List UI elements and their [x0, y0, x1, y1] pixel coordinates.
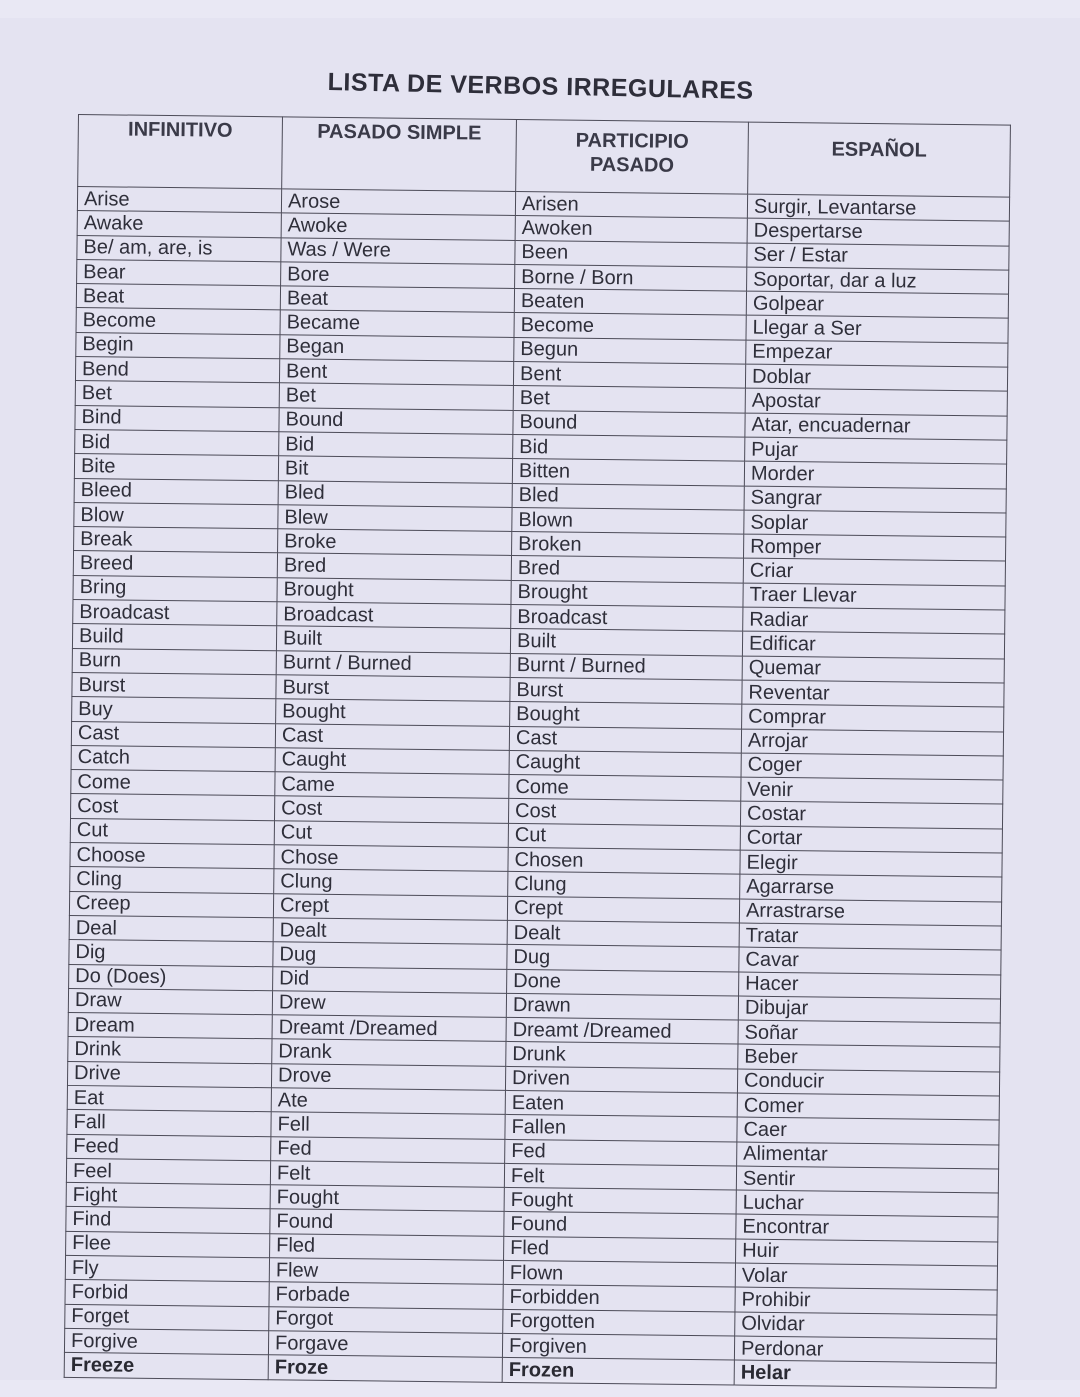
cell-infinitivo: Build: [72, 624, 276, 651]
cell-infinitivo: Creep: [69, 891, 273, 918]
cell-pasado-simple: Bent: [279, 359, 513, 386]
cell-participio: Driven: [505, 1066, 737, 1093]
cell-pasado-simple: Cost: [274, 796, 508, 823]
cell-pasado-simple: Fled: [270, 1234, 504, 1261]
cell-pasado-simple: Forgave: [268, 1331, 502, 1358]
cell-espanol: Cortar: [740, 826, 1002, 853]
cell-pasado-simple: Beat: [280, 286, 514, 313]
cell-espanol: Perdonar: [734, 1336, 996, 1363]
cell-pasado-simple: Crept: [273, 893, 507, 920]
cell-pasado-simple: Bid: [279, 432, 513, 459]
header-row: [78, 115, 1011, 198]
cell-infinitivo: Bring: [73, 575, 277, 602]
cell-pasado-simple: Bound: [279, 407, 513, 434]
cell-espanol: Romper: [743, 534, 1005, 561]
cell-infinitivo: Do (Does): [69, 964, 273, 991]
cell-espanol: Pujar: [745, 437, 1007, 464]
cell-infinitivo: Cast: [71, 721, 275, 748]
cell-participio: Drawn: [506, 993, 738, 1020]
cell-infinitivo: Buy: [72, 697, 276, 724]
cell-espanol: Comer: [737, 1093, 999, 1120]
cell-participio: Become: [514, 313, 746, 340]
cell-participio: Bred: [511, 556, 743, 583]
cell-espanol: Huir: [736, 1239, 998, 1266]
cell-infinitivo: Draw: [68, 988, 272, 1015]
cell-espanol: Apostar: [745, 388, 1007, 415]
cell-participio: Cut: [508, 823, 740, 850]
cell-pasado-simple: Clung: [274, 869, 508, 896]
cell-infinitivo: Bear: [77, 259, 281, 286]
verb-rows: [64, 187, 1009, 1388]
cell-infinitivo: Broadcast: [73, 600, 277, 627]
cell-infinitivo: Bid: [75, 429, 279, 456]
cell-participio: Dreamt /Dreamed: [506, 1018, 738, 1045]
cell-infinitivo: Awake: [77, 211, 281, 238]
cell-participio: Clung: [508, 872, 740, 899]
cell-participio: Brought: [511, 580, 743, 607]
cell-pasado-simple: Found: [270, 1209, 504, 1236]
cell-infinitivo: Eat: [67, 1085, 271, 1112]
cell-participio: Fought: [504, 1188, 736, 1215]
cell-participio: Flown: [503, 1260, 735, 1287]
cell-pasado-simple: Fed: [271, 1136, 505, 1163]
cell-pasado-simple: Ate: [271, 1088, 505, 1115]
cell-pasado-simple: Burnt / Burned: [276, 650, 510, 677]
cell-infinitivo: Flee: [66, 1231, 270, 1258]
cell-participio: Crept: [507, 896, 739, 923]
cell-espanol: Morder: [744, 461, 1006, 488]
cell-infinitivo: Feel: [66, 1158, 270, 1185]
scanned-page: [0, 18, 1080, 1385]
cell-infinitivo: Cost: [71, 794, 275, 821]
cell-infinitivo: Be/ am, are, is: [77, 235, 281, 262]
cell-participio: Bought: [510, 702, 742, 729]
cell-participio: Begun: [514, 337, 746, 364]
cell-espanol: Tratar: [739, 923, 1001, 950]
cell-espanol: Sangrar: [744, 486, 1006, 513]
cell-pasado-simple: Forbade: [269, 1282, 503, 1309]
cell-pasado-simple: Fell: [271, 1112, 505, 1139]
cell-espanol: Soplar: [744, 510, 1006, 537]
cell-pasado-simple: Drew: [272, 991, 506, 1018]
cell-espanol: Despertarse: [747, 218, 1009, 245]
cell-participio: Bet: [513, 386, 745, 413]
cell-pasado-simple: Came: [275, 772, 509, 799]
cell-pasado-simple: Drank: [272, 1039, 506, 1066]
cell-participio: Fed: [505, 1139, 737, 1166]
cell-infinitivo: Dig: [69, 940, 273, 967]
cell-espanol: Traer Llevar: [743, 583, 1005, 610]
cell-participio: Beaten: [514, 289, 746, 316]
cell-pasado-simple: Felt: [270, 1161, 504, 1188]
cell-participio: Bound: [513, 410, 745, 437]
cell-espanol: Soñar: [738, 1020, 1000, 1047]
cell-pasado-simple: Awoke: [281, 213, 515, 240]
cell-pasado-simple: Forgot: [269, 1306, 503, 1333]
cell-infinitivo: Beat: [76, 284, 280, 311]
cell-pasado-simple: Broadcast: [277, 602, 511, 629]
cell-infinitivo: Fight: [66, 1183, 270, 1210]
cell-espanol: Sentir: [736, 1166, 998, 1193]
cell-participio: Borne / Born: [515, 264, 747, 291]
cell-infinitivo: Become: [76, 308, 280, 335]
cell-participio: Built: [510, 629, 742, 656]
cell-infinitivo: Cut: [70, 818, 274, 845]
cell-infinitivo: Burst: [72, 672, 276, 699]
cell-infinitivo: Find: [66, 1207, 270, 1234]
cell-participio: Come: [509, 775, 741, 802]
cell-participio: Fallen: [505, 1115, 737, 1142]
cell-espanol: Olvidar: [735, 1312, 997, 1339]
header-espanol: ESPAÑOL: [748, 122, 1011, 197]
cell-pasado-simple: Flew: [269, 1258, 503, 1285]
cell-participio: Caught: [509, 750, 741, 777]
cell-participio: Done: [507, 969, 739, 996]
cell-participio: Chosen: [508, 847, 740, 874]
cell-participio: Been: [515, 240, 747, 267]
cell-participio: Dug: [507, 945, 739, 972]
cell-participio: Cast: [509, 726, 741, 753]
cell-pasado-simple: Chose: [274, 845, 508, 872]
cell-infinitivo: Forget: [65, 1304, 269, 1331]
cell-infinitivo: Breed: [73, 551, 277, 578]
cell-participio: Bent: [513, 362, 745, 389]
header-participio-pasado: [516, 119, 749, 194]
cell-participio: Burnt / Burned: [510, 653, 742, 680]
cell-espanol: Reventar: [742, 680, 1004, 707]
cell-espanol: Soportar, dar a luz: [747, 267, 1009, 294]
cell-infinitivo: Begin: [76, 332, 280, 359]
cell-participio: Eaten: [505, 1090, 737, 1117]
cell-espanol: Volar: [735, 1263, 997, 1290]
cell-infinitivo: Break: [74, 527, 278, 554]
cell-espanol: Llegar a Ser: [746, 316, 1008, 343]
cell-infinitivo: Bet: [75, 381, 279, 408]
cell-pasado-simple: Bled: [278, 480, 512, 507]
cell-espanol: Atar, encuadernar: [745, 413, 1007, 440]
cell-espanol: Venir: [741, 777, 1003, 804]
cell-espanol: Arrojar: [741, 729, 1003, 756]
cell-pasado-simple: Bred: [277, 553, 511, 580]
cell-espanol: Costar: [740, 801, 1002, 828]
cell-espanol: Helar: [734, 1360, 996, 1387]
cell-infinitivo: Catch: [71, 745, 275, 772]
cell-pasado-simple: Dealt: [273, 918, 507, 945]
cell-infinitivo: Blow: [74, 502, 278, 529]
cell-infinitivo: Choose: [70, 842, 274, 869]
cell-infinitivo: Freeze: [64, 1353, 268, 1380]
cell-pasado-simple: Brought: [277, 578, 511, 605]
cell-infinitivo: Bleed: [74, 478, 278, 505]
cell-pasado-simple: Burst: [276, 675, 510, 702]
cell-pasado-simple: Cast: [275, 723, 509, 750]
header-participio-line2: PASADO: [589, 153, 675, 177]
cell-participio: Broken: [512, 532, 744, 559]
cell-pasado-simple: Bet: [279, 383, 513, 410]
cell-pasado-simple: Began: [280, 335, 514, 362]
cell-pasado-simple: Dug: [273, 942, 507, 969]
cell-pasado-simple: Broke: [278, 529, 512, 556]
cell-participio: Blown: [512, 507, 744, 534]
cell-pasado-simple: Drove: [271, 1063, 505, 1090]
cell-pasado-simple: Became: [280, 310, 514, 337]
cell-espanol: Caer: [737, 1117, 999, 1144]
cell-participio: Felt: [504, 1163, 736, 1190]
header-pasado-simple: PASADO SIMPLE: [282, 117, 517, 192]
cell-participio: Dealt: [507, 920, 739, 947]
cell-espanol: Beber: [738, 1044, 1000, 1071]
cell-participio: Fled: [504, 1236, 736, 1263]
cell-espanol: Ser / Estar: [747, 243, 1009, 270]
cell-espanol: Dibujar: [738, 996, 1000, 1023]
verb-table-container: [64, 114, 1028, 1385]
cell-espanol: Golpear: [746, 291, 1008, 318]
cell-espanol: Empezar: [746, 340, 1008, 367]
cell-espanol: Quemar: [742, 656, 1004, 683]
cell-espanol: Encontrar: [736, 1215, 998, 1242]
header-infinitivo: INFINITIVO: [78, 115, 283, 189]
cell-espanol: Doblar: [745, 364, 1007, 391]
cell-participio: Awoken: [515, 216, 747, 243]
cell-participio: Bid: [513, 434, 745, 461]
irregular-verbs-table: [64, 114, 1011, 1388]
cell-participio: Found: [504, 1212, 736, 1239]
cell-espanol: Conducir: [737, 1069, 999, 1096]
cell-infinitivo: Fly: [65, 1255, 269, 1282]
cell-espanol: Radiar: [743, 607, 1005, 634]
cell-espanol: Coger: [741, 753, 1003, 780]
cell-participio: Forgiven: [502, 1333, 734, 1360]
cell-pasado-simple: Did: [273, 966, 507, 993]
cell-pasado-simple: Caught: [275, 748, 509, 775]
cell-pasado-simple: Bore: [281, 262, 515, 289]
cell-infinitivo: Drink: [68, 1037, 272, 1064]
cell-infinitivo: Burn: [72, 648, 276, 675]
cell-espanol: Edificar: [742, 631, 1004, 658]
cell-participio: Bled: [512, 483, 744, 510]
header-participio-line1: PARTICIPIO: [575, 129, 689, 153]
cell-participio: Bitten: [512, 459, 744, 486]
cell-pasado-simple: Was / Were: [281, 237, 515, 264]
cell-espanol: Arrastrarse: [739, 899, 1001, 926]
cell-infinitivo: Forbid: [65, 1280, 269, 1307]
cell-pasado-simple: Built: [276, 626, 510, 653]
cell-participio: Drunk: [506, 1042, 738, 1069]
cell-participio: Forbidden: [503, 1285, 735, 1312]
cell-espanol: Comprar: [742, 704, 1004, 731]
cell-participio: Arisen: [515, 191, 747, 218]
cell-participio: Burst: [510, 677, 742, 704]
cell-pasado-simple: Arose: [281, 189, 515, 216]
cell-pasado-simple: Fought: [270, 1185, 504, 1212]
cell-participio: Forgotten: [503, 1309, 735, 1336]
cell-infinitivo: Deal: [69, 915, 273, 942]
page-title: LISTA DE VERBOS IRREGULARES: [327, 68, 754, 105]
cell-infinitivo: Bend: [75, 357, 279, 384]
cell-pasado-simple: Dreamt /Dreamed: [272, 1015, 506, 1042]
cell-espanol: Luchar: [736, 1190, 998, 1217]
cell-participio: Broadcast: [511, 604, 743, 631]
cell-espanol: Criar: [743, 559, 1005, 586]
cell-pasado-simple: Cut: [274, 820, 508, 847]
cell-espanol: Alimentar: [737, 1142, 999, 1169]
cell-infinitivo: Drive: [67, 1061, 271, 1088]
cell-espanol: Agarrarse: [740, 874, 1002, 901]
cell-pasado-simple: Blew: [278, 505, 512, 532]
cell-pasado-simple: Froze: [268, 1355, 502, 1382]
cell-infinitivo: Dream: [68, 1013, 272, 1040]
cell-pasado-simple: Bit: [278, 456, 512, 483]
cell-espanol: Hacer: [739, 972, 1001, 999]
cell-infinitivo: Forgive: [64, 1328, 268, 1355]
cell-participio: Frozen: [502, 1358, 734, 1385]
cell-infinitivo: Feed: [67, 1134, 271, 1161]
cell-infinitivo: Bind: [75, 405, 279, 432]
cell-espanol: Elegir: [740, 850, 1002, 877]
cell-pasado-simple: Bought: [276, 699, 510, 726]
cell-espanol: Prohibir: [735, 1287, 997, 1314]
cell-infinitivo: Bite: [74, 454, 278, 481]
cell-espanol: Surgir, Levantarse: [747, 194, 1009, 221]
cell-infinitivo: Come: [71, 770, 275, 797]
cell-infinitivo: Fall: [67, 1110, 271, 1137]
cell-participio: Cost: [508, 799, 740, 826]
cell-espanol: Cavar: [739, 947, 1001, 974]
cell-infinitivo: Cling: [70, 867, 274, 894]
cell-infinitivo: Arise: [77, 187, 281, 214]
